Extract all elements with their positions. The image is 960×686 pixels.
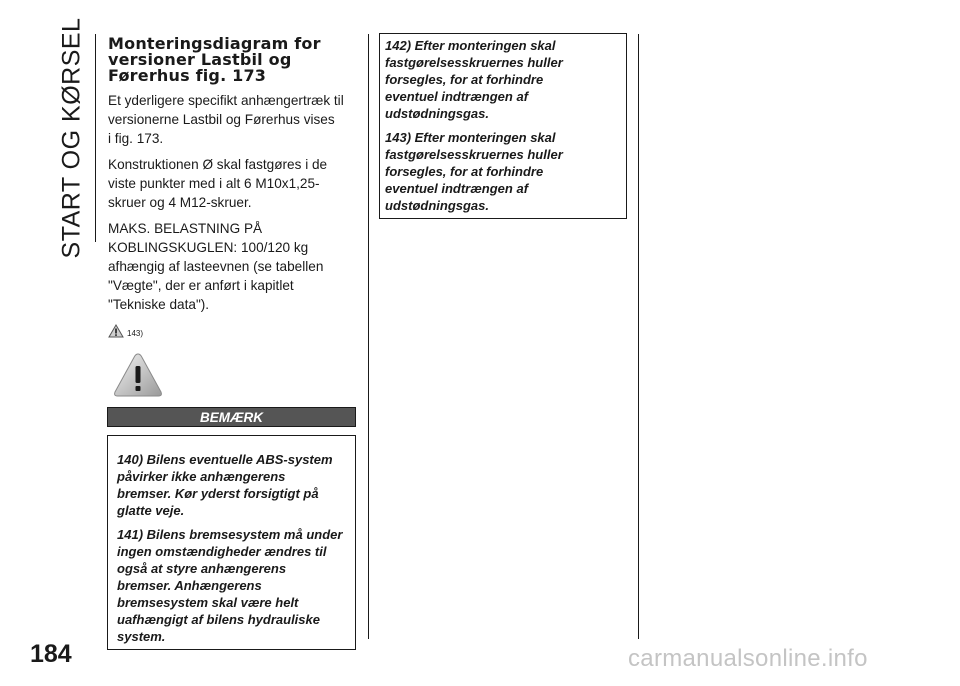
column-divider-left: [368, 34, 369, 639]
paragraph: [108, 155, 360, 212]
note-line: påvirker ikke anhængerens: [117, 469, 286, 484]
section-heading: [108, 36, 360, 84]
note-line: uafhængigt af bilens hydrauliske: [117, 612, 320, 627]
note-item: [117, 526, 345, 645]
note-line: eventuel indtrængen af: [385, 89, 529, 104]
note-line: også at styre anhængerens: [117, 561, 287, 576]
note-line: udstødningsgas.: [385, 106, 489, 121]
note-box: [107, 435, 356, 650]
text-line: viste punkter med i alt 6 M10x1,25-: [108, 176, 320, 191]
note-item: [385, 37, 618, 122]
note-line: bremser. Anhængerens: [117, 578, 262, 593]
paragraph: [108, 91, 360, 148]
text-line: "Tekniske data").: [108, 297, 210, 312]
section-title: START OG KØRSEL: [57, 17, 86, 259]
text-line: Et yderligere specifikt anhængertræk til: [108, 93, 344, 108]
note-line: system.: [117, 629, 166, 644]
note-box: [379, 33, 627, 219]
section-tab: [52, 17, 92, 259]
text-line: KOBLINGSKUGLEN: 100/120 kg: [108, 240, 309, 255]
section-divider: [95, 34, 96, 242]
heading-line: Førerhus fig. 173: [108, 66, 267, 85]
warning-triangle-icon: [108, 324, 124, 338]
note-line: 142) Efter monteringen skal: [385, 38, 556, 53]
main-column: [108, 36, 360, 338]
note-header: BEMÆRK: [107, 407, 356, 427]
note-line: glatte veje.: [117, 503, 185, 518]
note-line: forsegles, for at forhindre: [385, 164, 544, 179]
text-line: i fig. 173.: [108, 131, 164, 146]
note-line: 141) Bilens bremsesystem må under: [117, 527, 343, 542]
warning-triangle-icon: [112, 351, 164, 399]
column-divider-right: [638, 34, 639, 639]
note-line: fastgørelsesskruernes huller: [385, 147, 563, 162]
heading-line: versioner Lastbil og: [108, 50, 292, 69]
page-number: 184: [30, 640, 72, 668]
note-line: forsegles, for at forhindre: [385, 72, 544, 87]
text-line: MAKS. BELASTNING PÅ: [108, 221, 263, 236]
note-line: 143) Efter monteringen skal: [385, 130, 556, 145]
text-line: skruer og 4 M12-skruer.: [108, 195, 252, 210]
text-line: versionerne Lastbil og Førerhus vises: [108, 112, 335, 127]
note-line: bremsesystem skal være helt: [117, 595, 299, 610]
note-reference: [108, 322, 360, 338]
note-line: udstødningsgas.: [385, 198, 489, 213]
text-line: "Vægte", der er anført i kapitlet: [108, 278, 294, 293]
reference-number: 143): [127, 329, 144, 338]
paragraph: [108, 219, 360, 314]
note-line: ingen omstændigheder ændres til: [117, 544, 327, 559]
watermark: carmanualsonline.info: [628, 645, 868, 672]
note-item: [117, 451, 345, 519]
heading-line: Monteringsdiagram for: [108, 34, 321, 53]
note-line: eventuel indtrængen af: [385, 181, 529, 196]
note-line: 140) Bilens eventuelle ABS-system: [117, 452, 333, 467]
note-line: bremser. Kør yderst forsigtigt på: [117, 486, 319, 501]
note-item: [385, 129, 618, 214]
text-line: afhængig af lasteevnen (se tabellen: [108, 259, 324, 274]
text-line: Konstruktionen Ø skal fastgøres i de: [108, 157, 328, 172]
note-line: fastgørelsesskruernes huller: [385, 55, 563, 70]
